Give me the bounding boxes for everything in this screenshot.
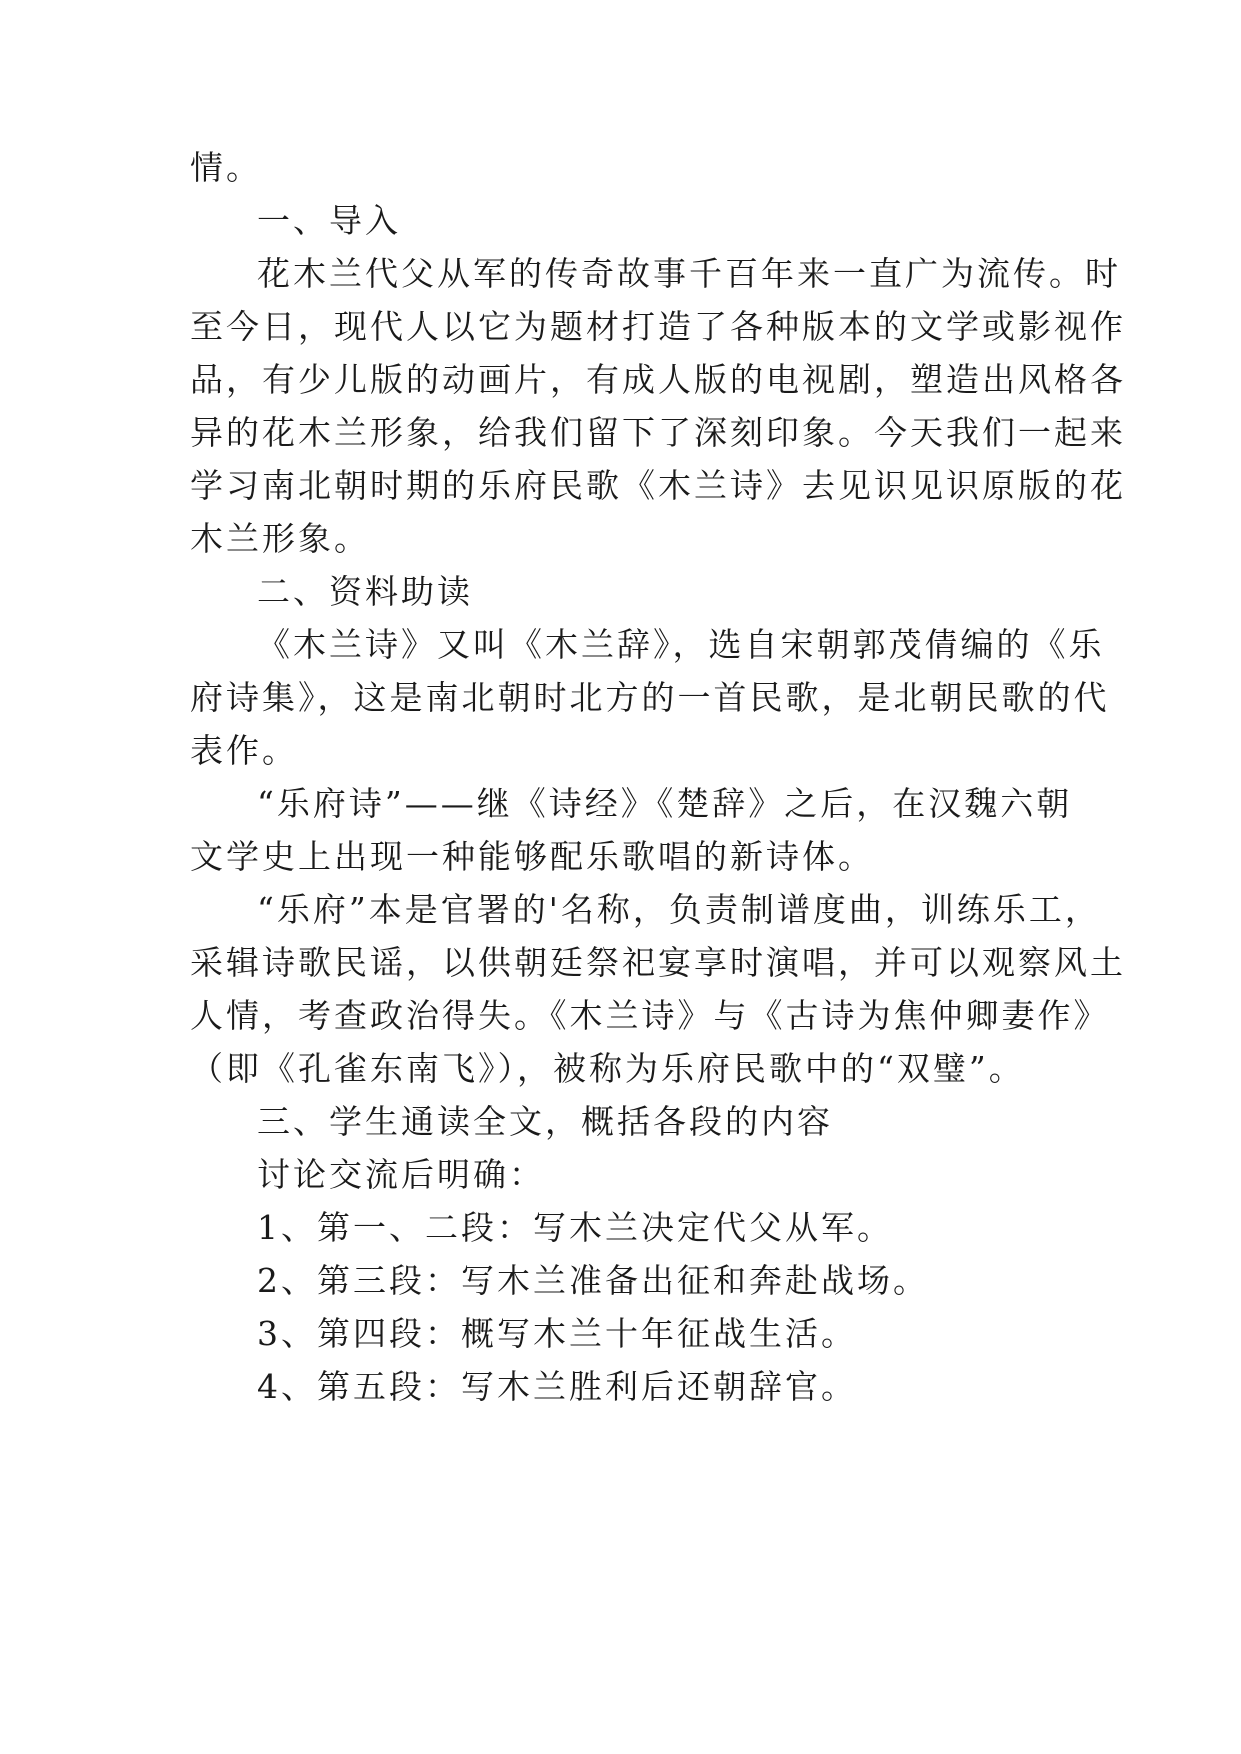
- section-heading: 一、导入: [257, 201, 401, 240]
- list-item: 3、第四段：概写木兰十年征战生活。: [257, 1314, 857, 1353]
- section-heading: 三、学生通读全文，概括各段的内容: [257, 1102, 833, 1141]
- text-line: 至今日，现代人以它为题材打造了各种版本的文学或影视作: [190, 307, 1126, 346]
- text-line: 品，有少儿版的动画片，有成人版的电视剧，塑造出风格各: [190, 360, 1126, 399]
- text-line: （即《孔雀东南飞》），被称为乐府民歌中的“双璧”。: [190, 1049, 1025, 1088]
- list-item: 2、第三段：写木兰准备出征和奔赴战场。: [257, 1261, 929, 1300]
- text-line: 文学史上出现一种能够配乐歌唱的新诗体。: [190, 837, 874, 876]
- text-line: 采辑诗歌民谣，以供朝廷祭祀宴享时演唱，并可以观察风土: [190, 943, 1126, 982]
- text-line: “乐府”本是官署的'名称，负责制谱度曲，训练乐工，: [257, 890, 1101, 929]
- text-line: 府诗集》，这是南北朝时北方的一首民歌，是北朝民歌的代: [190, 678, 1110, 717]
- list-item: 1、第一、二段：写木兰决定代父从军。: [257, 1208, 893, 1247]
- text-line: 表作。: [190, 731, 298, 770]
- section-heading: 二、资料助读: [257, 572, 473, 611]
- text-line: 木兰形象。: [190, 519, 370, 558]
- text-line: 讨论交流后明确：: [257, 1155, 545, 1194]
- text-line: 《木兰诗》又叫《木兰辞》，选自宋朝郭茂倩编的《乐: [257, 625, 1105, 664]
- list-item: 4、第五段：写木兰胜利后还朝辞官。: [257, 1367, 857, 1406]
- text-line: “乐府诗”——继《诗经》《楚辞》之后，在汉魏六朝: [257, 784, 1073, 823]
- text-line: 花木兰代父从军的传奇故事千百年来一直广为流传。时: [257, 254, 1121, 293]
- text-line: 学习南北朝时期的乐府民歌《木兰诗》去见识见识原版的花: [190, 466, 1126, 505]
- text-line: 异的花木兰形象，给我们留下了深刻印象。今天我们一起来: [190, 413, 1126, 452]
- text-line: 人情，考查政治得失。《木兰诗》与《古诗为焦仲卿妻作》: [190, 996, 1110, 1035]
- text-line: 情。: [190, 148, 262, 187]
